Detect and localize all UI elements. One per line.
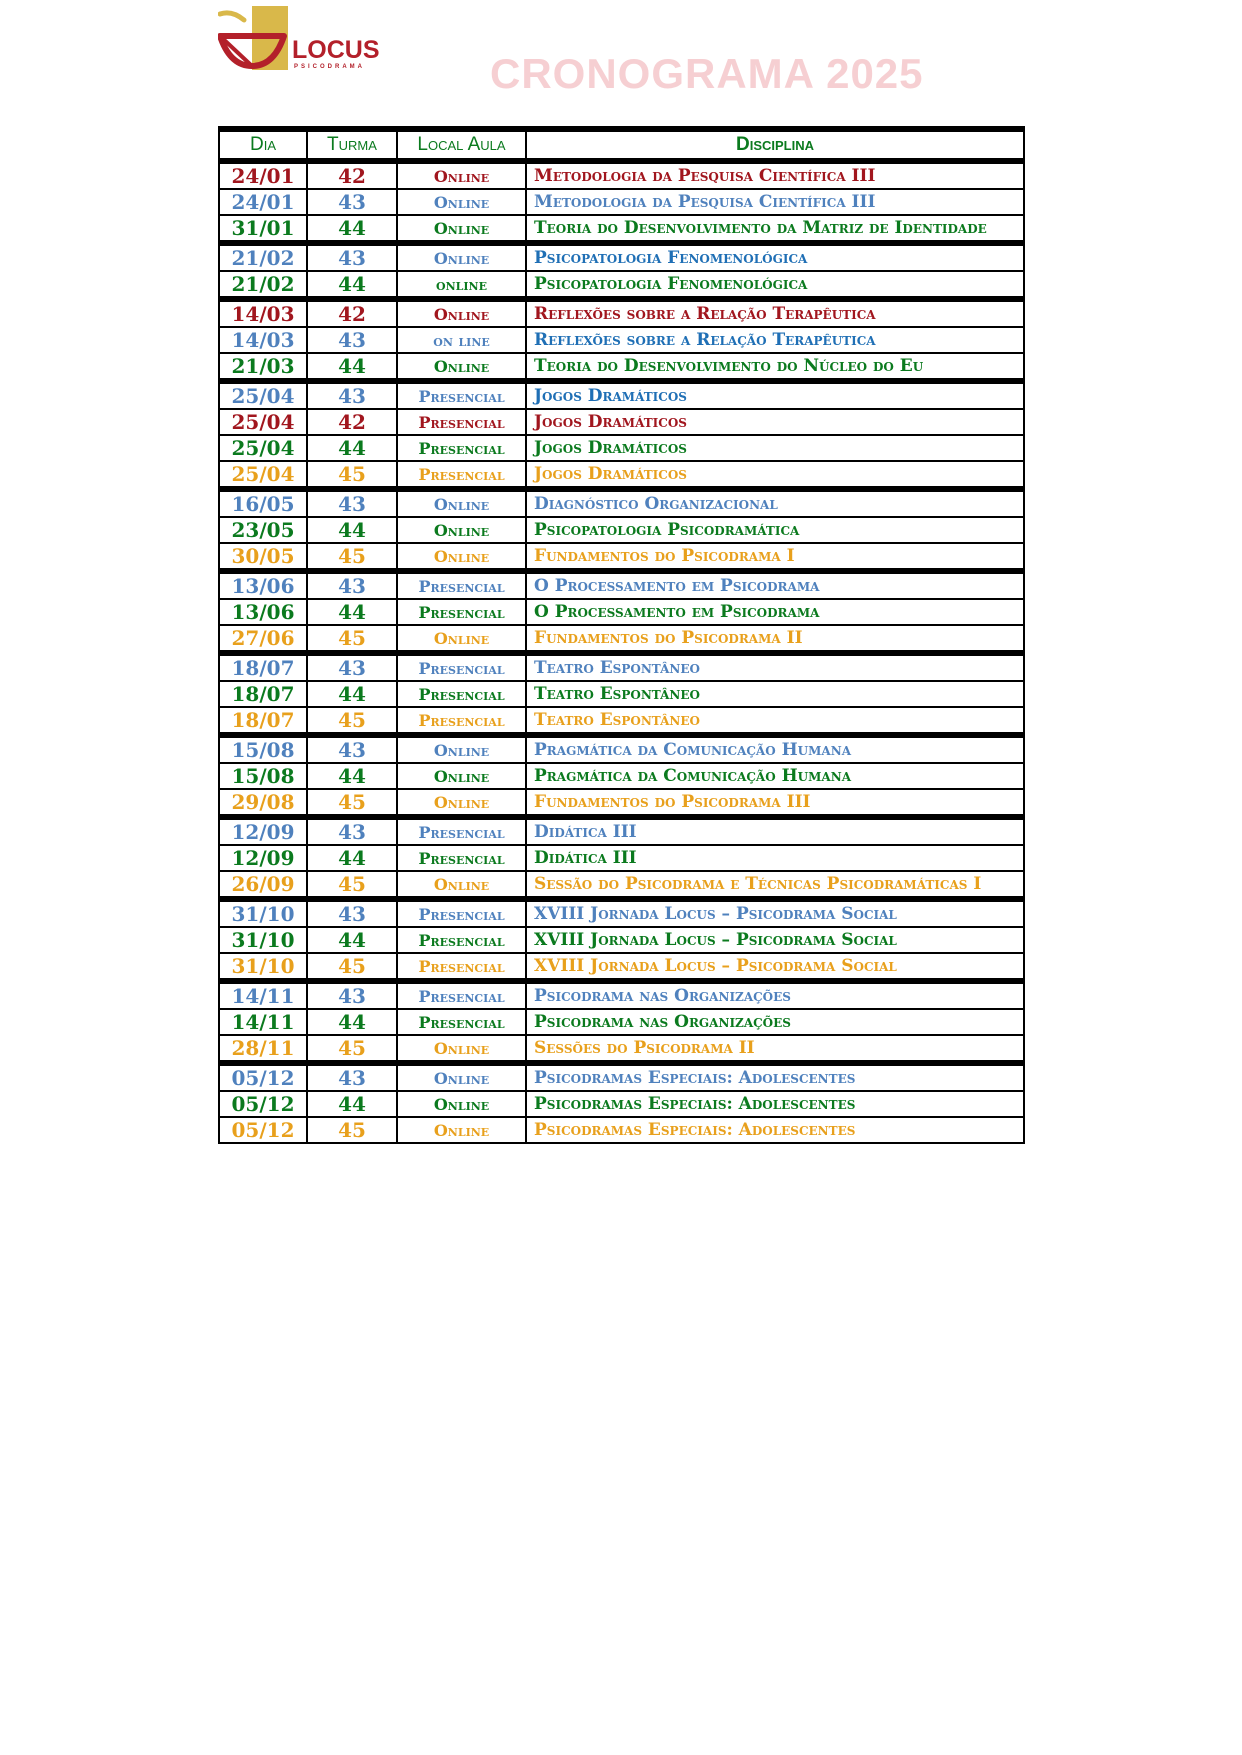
cell-turma: 45 [307, 543, 397, 571]
table-row [219, 243, 1024, 271]
table-row [219, 461, 1024, 489]
cell-local: Presencial [397, 599, 526, 625]
cell-dia: 26/09 [219, 871, 307, 899]
cell-local: Presencial [397, 953, 526, 981]
cell-local: Online [397, 189, 526, 215]
cell-dia: 28/11 [219, 1035, 307, 1063]
table-row [219, 409, 1024, 435]
cell-dia: 12/09 [219, 817, 307, 845]
cell-disciplina: Psicopatologia Fenomenológica [526, 271, 1024, 299]
cell-disciplina: Psicodrama nas Organizações [526, 1009, 1024, 1035]
cell-disciplina: Teatro Espontâneo [526, 653, 1024, 681]
cell-turma: 45 [307, 461, 397, 489]
cell-dia: 31/01 [219, 215, 307, 243]
table-row [219, 899, 1024, 927]
cell-dia: 25/04 [219, 381, 307, 409]
cell-disciplina: Didática III [526, 817, 1024, 845]
table-row [219, 271, 1024, 299]
cell-local: Online [397, 517, 526, 543]
cell-local: Presencial [397, 571, 526, 599]
schedule-table [218, 126, 1025, 1144]
cell-turma: 43 [307, 981, 397, 1009]
cell-turma: 45 [307, 953, 397, 981]
cell-turma: 45 [307, 871, 397, 899]
cell-local: Presencial [397, 845, 526, 871]
table-row [219, 789, 1024, 817]
cell-disciplina: Psicodramas Especiais: Adolescentes [526, 1091, 1024, 1117]
cell-dia: 15/08 [219, 735, 307, 763]
cell-local: Online [397, 625, 526, 653]
cell-disciplina: Psicodramas Especiais: Adolescentes [526, 1063, 1024, 1091]
table-row [219, 625, 1024, 653]
table-row [219, 953, 1024, 981]
cell-dia: 21/02 [219, 271, 307, 299]
cell-turma: 44 [307, 353, 397, 381]
cell-turma: 43 [307, 1063, 397, 1091]
cell-disciplina: Reflexões sobre a Relação Terapêutica [526, 299, 1024, 327]
cell-turma: 45 [307, 1117, 397, 1143]
cell-disciplina: Psicopatologia Psicodramática [526, 517, 1024, 543]
header-turma: Turma [307, 129, 397, 161]
cell-dia: 05/12 [219, 1091, 307, 1117]
table-row [219, 215, 1024, 243]
cell-dia: 31/10 [219, 927, 307, 953]
logo-subtext: PSICODRAMA [294, 64, 366, 70]
table-row [219, 871, 1024, 899]
cell-local: Presencial [397, 409, 526, 435]
cell-disciplina: Jogos Dramáticos [526, 409, 1024, 435]
cell-local: on line [397, 327, 526, 353]
cell-turma: 44 [307, 1009, 397, 1035]
cell-disciplina: Pragmática da Comunicação Humana [526, 735, 1024, 763]
cell-turma: 44 [307, 681, 397, 707]
cell-turma: 44 [307, 763, 397, 789]
table-row [219, 381, 1024, 409]
cell-local: Online [397, 299, 526, 327]
table-row [219, 1009, 1024, 1035]
cell-local: Presencial [397, 981, 526, 1009]
cell-local: Presencial [397, 435, 526, 461]
locus-logo [218, 6, 378, 76]
table-row [219, 161, 1024, 189]
cell-local: Online [397, 1117, 526, 1143]
cell-turma: 42 [307, 299, 397, 327]
cell-dia: 25/04 [219, 435, 307, 461]
cell-disciplina: Teatro Espontâneo [526, 707, 1024, 735]
cell-local: Presencial [397, 681, 526, 707]
cell-dia: 13/06 [219, 599, 307, 625]
cell-dia: 16/05 [219, 489, 307, 517]
table-row [219, 517, 1024, 543]
table-row [219, 327, 1024, 353]
cell-turma: 44 [307, 599, 397, 625]
cell-dia: 18/07 [219, 707, 307, 735]
cell-local: Online [397, 1091, 526, 1117]
cell-dia: 24/01 [219, 161, 307, 189]
cell-disciplina: XVIII Jornada Locus – Psicodrama Social [526, 953, 1024, 981]
table-row [219, 1063, 1024, 1091]
cell-local: Online [397, 871, 526, 899]
page-title: CRONOGRAMA 2025 [490, 50, 924, 97]
table-row [219, 927, 1024, 953]
cell-local: Online [397, 735, 526, 763]
cell-turma: 43 [307, 327, 397, 353]
cell-dia: 25/04 [219, 409, 307, 435]
cell-disciplina: O Processamento em Psicodrama [526, 571, 1024, 599]
cell-turma: 45 [307, 707, 397, 735]
cell-dia: 05/12 [219, 1117, 307, 1143]
table-row [219, 735, 1024, 763]
cell-dia: 05/12 [219, 1063, 307, 1091]
header-local: Local Aula [397, 129, 526, 161]
cell-turma: 44 [307, 927, 397, 953]
table-row [219, 571, 1024, 599]
cell-local: Online [397, 1035, 526, 1063]
cell-local: Presencial [397, 927, 526, 953]
cell-dia: 14/03 [219, 327, 307, 353]
cell-turma: 44 [307, 215, 397, 243]
cell-dia: 18/07 [219, 653, 307, 681]
header-disciplina: Disciplina [526, 129, 1024, 161]
cell-disciplina: Jogos Dramáticos [526, 435, 1024, 461]
cell-dia: 31/10 [219, 953, 307, 981]
cell-dia: 24/01 [219, 189, 307, 215]
cell-disciplina: Psicopatologia Fenomenológica [526, 243, 1024, 271]
table-row [219, 981, 1024, 1009]
cell-disciplina: Sessão do Psicodrama e Técnicas Psicodramáticas I [526, 871, 1024, 899]
cell-turma: 43 [307, 571, 397, 599]
cell-local: Online [397, 789, 526, 817]
cell-turma: 45 [307, 625, 397, 653]
cell-turma: 45 [307, 789, 397, 817]
cell-local: Presencial [397, 653, 526, 681]
cell-dia: 27/06 [219, 625, 307, 653]
table-row [219, 707, 1024, 735]
cell-turma: 42 [307, 409, 397, 435]
cell-local: online [397, 271, 526, 299]
table-row [219, 681, 1024, 707]
cell-local: Online [397, 489, 526, 517]
header-dia: Dia [219, 129, 307, 161]
cell-disciplina: Teoria do Desenvolvimento do Núcleo do Eu [526, 353, 1024, 381]
cell-disciplina: Diagnóstico Organizacional [526, 489, 1024, 517]
table-row [219, 845, 1024, 871]
cell-disciplina: Psicodrama nas Organizações [526, 981, 1024, 1009]
cell-disciplina: Jogos Dramáticos [526, 381, 1024, 409]
cell-local: Online [397, 763, 526, 789]
cell-turma: 43 [307, 899, 397, 927]
cell-disciplina: Reflexões sobre a Relação Terapêutica [526, 327, 1024, 353]
cell-disciplina: Pragmática da Comunicação Humana [526, 763, 1024, 789]
cell-turma: 43 [307, 381, 397, 409]
table-row [219, 1117, 1024, 1143]
cell-local: Online [397, 243, 526, 271]
cell-disciplina: Teatro Espontâneo [526, 681, 1024, 707]
table-header-row [219, 129, 1024, 161]
cell-dia: 23/05 [219, 517, 307, 543]
table-row [219, 653, 1024, 681]
cell-dia: 29/08 [219, 789, 307, 817]
cell-dia: 13/06 [219, 571, 307, 599]
cell-local: Online [397, 353, 526, 381]
cell-disciplina: Fundamentos do Psicodrama II [526, 625, 1024, 653]
cell-local: Presencial [397, 817, 526, 845]
cell-disciplina: Fundamentos do Psicodrama I [526, 543, 1024, 571]
cell-local: Online [397, 161, 526, 189]
cell-disciplina: Didática III [526, 845, 1024, 871]
cell-turma: 43 [307, 735, 397, 763]
cell-turma: 44 [307, 435, 397, 461]
cell-local: Presencial [397, 381, 526, 409]
cell-local: Presencial [397, 461, 526, 489]
cell-dia: 14/11 [219, 981, 307, 1009]
cell-local: Presencial [397, 899, 526, 927]
cell-disciplina: Teoria do Desenvolvimento da Matriz de Identidade [526, 215, 1024, 243]
cell-local: Presencial [397, 1009, 526, 1035]
table-row [219, 1091, 1024, 1117]
cell-disciplina: XVIII Jornada Locus – Psicodrama Social [526, 899, 1024, 927]
cell-turma: 43 [307, 243, 397, 271]
cell-turma: 43 [307, 189, 397, 215]
cell-turma: 43 [307, 653, 397, 681]
cell-disciplina: O Processamento em Psicodrama [526, 599, 1024, 625]
table-row [219, 299, 1024, 327]
cell-dia: 31/10 [219, 899, 307, 927]
table-row [219, 599, 1024, 625]
cell-disciplina: Metodologia da Pesquisa Científica III [526, 161, 1024, 189]
cell-dia: 30/05 [219, 543, 307, 571]
cell-dia: 21/03 [219, 353, 307, 381]
cell-dia: 14/03 [219, 299, 307, 327]
cell-turma: 44 [307, 271, 397, 299]
table-row [219, 1035, 1024, 1063]
table-row [219, 763, 1024, 789]
cell-local: Presencial [397, 707, 526, 735]
table-row [219, 435, 1024, 461]
cell-local: Online [397, 215, 526, 243]
cell-turma: 42 [307, 161, 397, 189]
logo-text: LOCUS [292, 36, 380, 64]
cell-dia: 12/09 [219, 845, 307, 871]
cell-turma: 44 [307, 517, 397, 543]
cell-disciplina: Sessões do Psicodrama II [526, 1035, 1024, 1063]
cell-disciplina: Fundamentos do Psicodrama III [526, 789, 1024, 817]
cell-dia: 21/02 [219, 243, 307, 271]
cell-dia: 14/11 [219, 1009, 307, 1035]
cell-dia: 15/08 [219, 763, 307, 789]
table-row [219, 353, 1024, 381]
table-row [219, 189, 1024, 215]
cell-turma: 43 [307, 817, 397, 845]
cell-dia: 25/04 [219, 461, 307, 489]
cell-dia: 18/07 [219, 681, 307, 707]
table-row [219, 489, 1024, 517]
cell-local: Online [397, 543, 526, 571]
table-row [219, 543, 1024, 571]
table-row [219, 817, 1024, 845]
cell-turma: 44 [307, 1091, 397, 1117]
cell-turma: 44 [307, 845, 397, 871]
cell-turma: 45 [307, 1035, 397, 1063]
cell-disciplina: Psicodramas Especiais: Adolescentes [526, 1117, 1024, 1143]
cell-disciplina: Jogos Dramáticos [526, 461, 1024, 489]
cell-disciplina: Metodologia da Pesquisa Científica III [526, 189, 1024, 215]
cell-disciplina: XVIII Jornada Locus – Psicodrama Social [526, 927, 1024, 953]
cell-turma: 43 [307, 489, 397, 517]
cell-local: Online [397, 1063, 526, 1091]
